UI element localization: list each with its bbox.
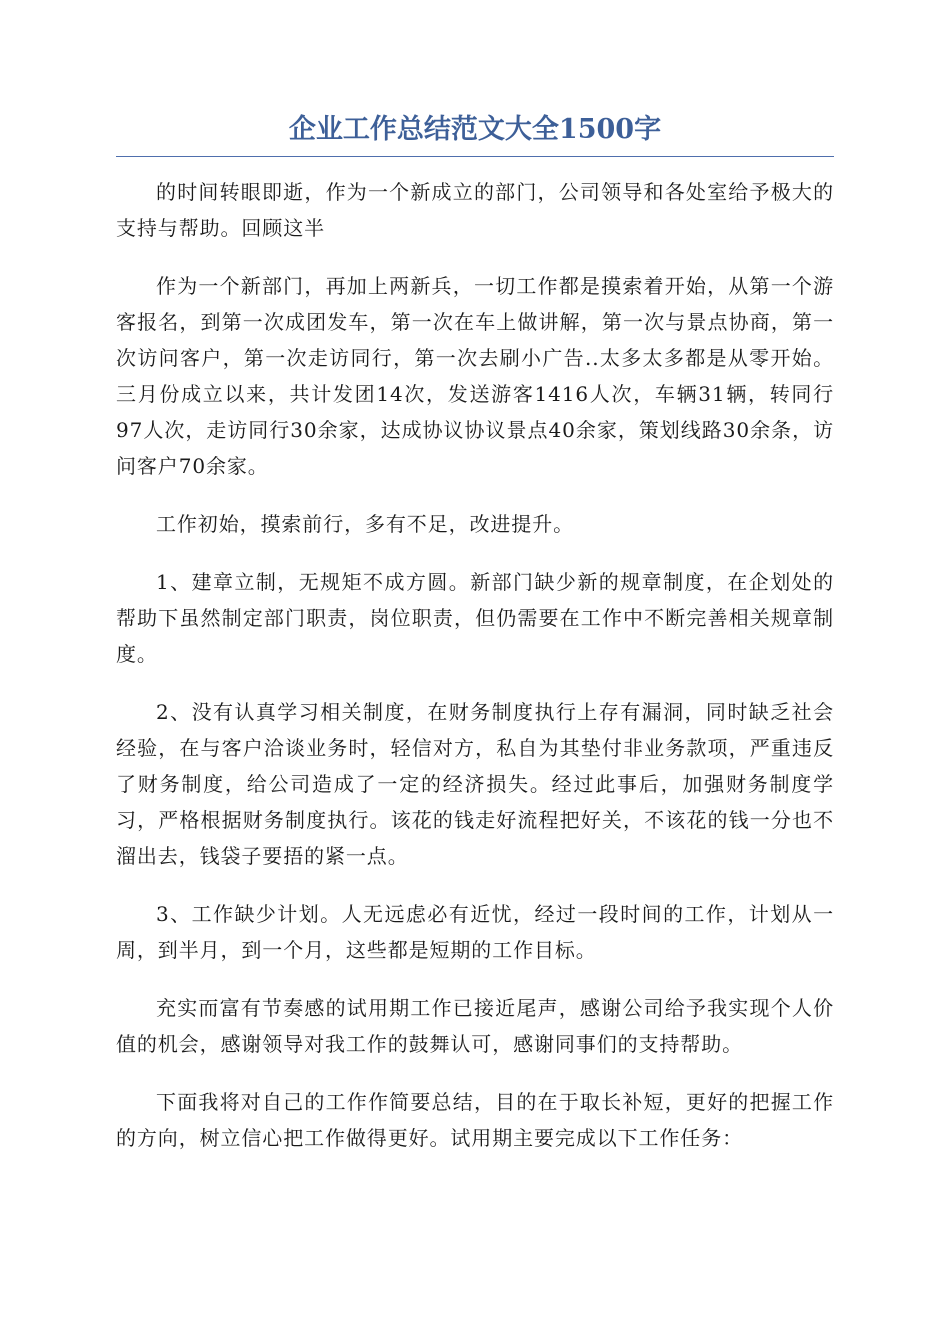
paragraph-summary-intro: 下面我将对自己的工作作简要总结，目的在于取长补短，更好的把握工作的方向，树立信心把工作做得更好。试用期主要完成以下工作任务： — [116, 1090, 834, 1150]
title-block — [116, 104, 834, 157]
paragraph-intro: 的时间转眼即逝，作为一个新成立的部门，公司领导和各处室给予极大的支持与帮助。回顾这半 — [116, 180, 834, 240]
paragraph-achievements: 作为一个新部门，再加上两新兵，一切工作都是摸索着开始，从第一个游客报名，到第一次成团发车，第一次在车上做讲解，第一次与景点协商，第一次访问客户，第一次走访同行，第一次去刷小广告..太多太多都是从零开始。三月份成立以来，共计发团14次，发送游客1416人次，车辆31辆，转同行97人次，走访同行30余家，达成协议协议景点40余家，策划线路30余条，访问客户70余家。 — [116, 274, 834, 478]
document-body — [116, 174, 834, 1178]
paragraph-item-1: 1、建章立制，无规矩不成方圆。新部门缺少新的规章制度，在企划处的帮助下虽然制定部门职责，岗位职责，但仍需要在工作中不断完善相关规章制度。 — [116, 570, 834, 666]
paragraph-shortcomings-intro: 工作初始，摸索前行，多有不足，改进提升。 — [156, 512, 574, 536]
page-title: 企业工作总结范文大全1500字 — [288, 114, 662, 145]
paragraph-item-2: 2、没有认真学习相关制度，在财务制度执行上存有漏洞，同时缺乏社会经验，在与客户洽谈业务时，轻信对方，私自为其垫付非业务款项，严重违反了财务制度，给公司造成了一定的经济损失。经过此事后，加强财务制度学习，严格根据财务制度执行。该花的钱走好流程把好关，不该花的钱一分也不溜出去，钱袋子要捂的紧一点。 — [116, 700, 834, 868]
paragraph-thanks: 充实而富有节奏感的试用期工作已接近尾声，感谢公司给予我实现个人价值的机会，感谢领导对我工作的鼓舞认可，感谢同事们的支持帮助。 — [116, 996, 834, 1056]
paragraph-item-3: 3、工作缺少计划。人无远虑必有近忧，经过一段时间的工作，计划从一周，到半月，到一个月，这些都是短期的工作目标。 — [116, 902, 834, 962]
